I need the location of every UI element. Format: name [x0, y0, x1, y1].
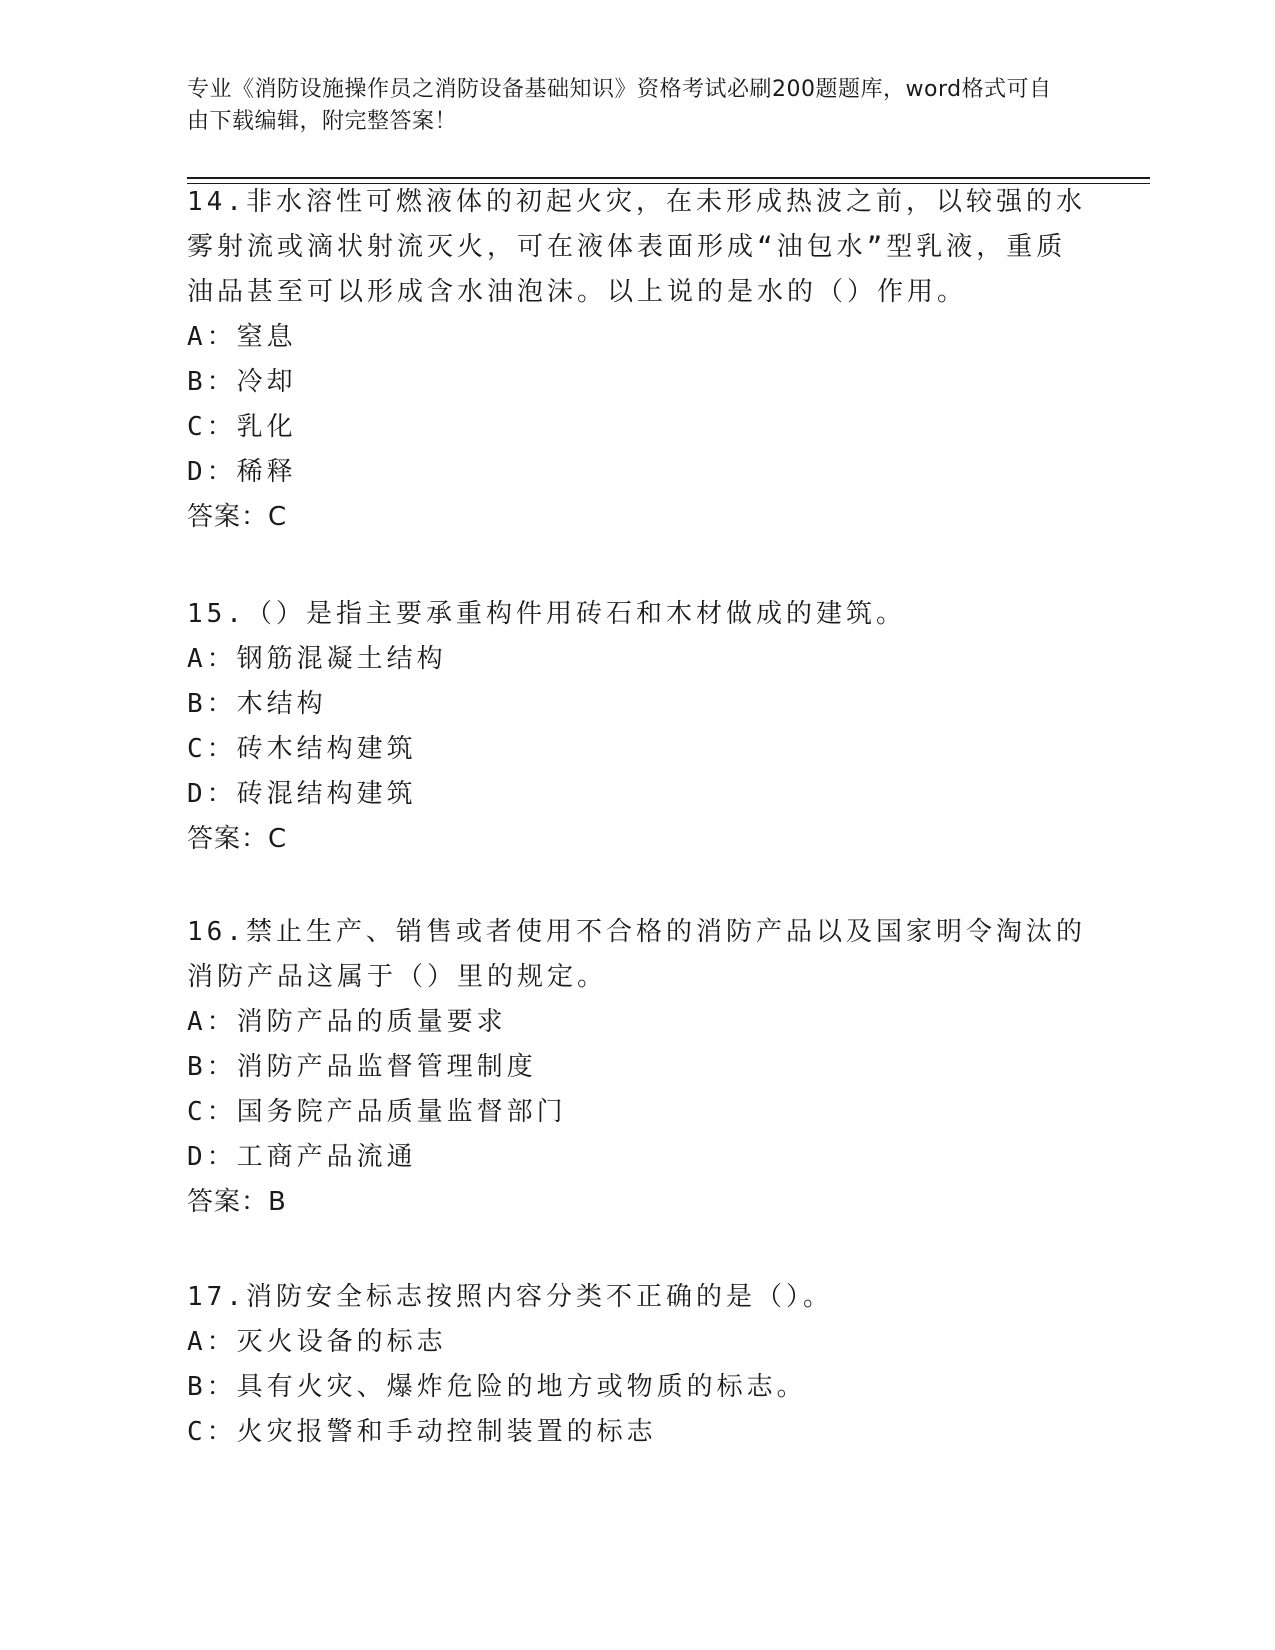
- option-a: A：窒息: [187, 322, 297, 352]
- header-divider-thick: [187, 177, 1150, 179]
- question-stem: 17.消防安全标志按照内容分类不正确的是（）。: [187, 1282, 833, 1312]
- question-15: [187, 592, 1087, 862]
- option-a: A：钢筋混凝土结构: [187, 644, 447, 674]
- option-c: C：砖木结构建筑: [187, 734, 417, 764]
- option-d: D：砖混结构建筑: [187, 779, 417, 809]
- answer: 答案：C: [187, 502, 288, 532]
- option-d: D：稀释: [187, 457, 297, 487]
- question-stem: 15.（）是指主要承重构件用砖石和木材做成的建筑。: [187, 599, 906, 629]
- answer: 答案：B: [187, 1187, 287, 1217]
- option-c: C：国务院产品质量监督部门: [187, 1097, 567, 1127]
- option-b: B：木结构: [187, 689, 327, 719]
- option-a: A：灭火设备的标志: [187, 1327, 447, 1357]
- option-b: B：具有火灾、爆炸危险的地方或物质的标志。: [187, 1372, 807, 1402]
- option-c: C：火灾报警和手动控制装置的标志: [187, 1417, 657, 1447]
- question-stem: 16.禁止生产、销售或者使用不合格的消防产品以及国家明令淘汰的消防产品这属于（）里的规定。: [187, 917, 1086, 992]
- question-14: [187, 180, 1087, 540]
- option-c: C：乳化: [187, 412, 297, 442]
- option-d: D：工商产品流通: [187, 1142, 417, 1172]
- question-stem: 14.非水溶性可燃液体的初起火灾，在未形成热波之前，以较强的水雾射流或滴状射流灭火，可在液体表面形成“油包水”型乳液，重质油品甚至可以形成含水油泡沫。以上说的是水的（）作用。: [187, 187, 1086, 307]
- option-b: B：冷却: [187, 367, 297, 397]
- option-a: A：消防产品的质量要求: [187, 1007, 507, 1037]
- answer: 答案：C: [187, 824, 288, 854]
- option-b: B：消防产品监督管理制度: [187, 1052, 537, 1082]
- document-header: 专业《消防设施操作员之消防设备基础知识》资格考试必刷200题题库，word格式可自由下载编辑，附完整答案！: [187, 77, 1052, 134]
- question-16: [187, 910, 1087, 1225]
- question-17: [187, 1275, 1087, 1455]
